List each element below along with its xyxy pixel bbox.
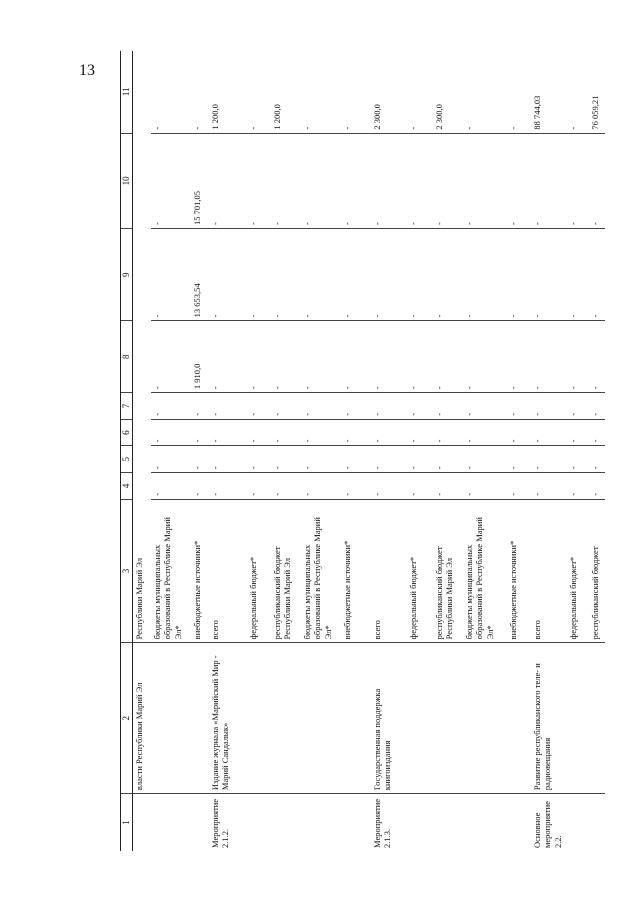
value-cell: - — [589, 133, 605, 228]
value-cell: - — [191, 51, 209, 133]
value-cell: 76 059,21 — [589, 51, 605, 133]
table-row — [209, 51, 247, 851]
value-cell: - — [301, 393, 341, 420]
value-cell: - — [151, 473, 191, 500]
event-cell: Мероприятие 2.1.3. — [371, 798, 392, 848]
source-cell: внебюджетные источники* — [191, 499, 209, 643]
value-cell: - — [271, 419, 301, 446]
value-cell: - — [301, 446, 341, 473]
col-header: 8 — [121, 321, 133, 393]
value-cell: - — [371, 321, 407, 393]
value-cell: - — [589, 473, 605, 500]
value-cell: - — [247, 133, 271, 228]
event-cell — [133, 794, 151, 851]
value-cell: - — [507, 51, 531, 133]
value-cell: - — [209, 446, 247, 473]
source-cell: всего — [371, 499, 407, 643]
table-row — [191, 51, 209, 851]
value-cell: - — [589, 419, 605, 446]
value-cell: - — [151, 133, 191, 228]
value-cell: - — [531, 393, 567, 420]
value-cell: - — [507, 473, 531, 500]
value-cell: - — [407, 473, 433, 500]
source-cell: республиканский бюджет Республики Марий Эл — [271, 499, 301, 643]
value-cell: - — [341, 133, 371, 228]
table-row — [151, 51, 191, 851]
value-cell: - — [507, 229, 531, 321]
value-cell: - — [463, 133, 507, 228]
value-cell: - — [247, 446, 271, 473]
name-cell — [589, 643, 605, 794]
table-row — [567, 51, 589, 851]
name-cell — [301, 643, 341, 794]
value-cell: - — [371, 393, 407, 420]
value-cell: - — [209, 473, 247, 500]
source-cell: внебюджетные источники* — [507, 499, 531, 643]
value-cell: - — [463, 51, 507, 133]
value-cell: - — [151, 446, 191, 473]
name-cell: Государственная поддержка книгоиздания — [371, 643, 407, 794]
source-cell: бюджеты муниципальных образований в Республике Марий Эл* — [151, 499, 191, 643]
value-cell: - — [271, 393, 301, 420]
table-row — [507, 51, 531, 851]
source-cell: федеральный бюджет* — [247, 499, 271, 643]
rotated-table-container — [120, 51, 600, 851]
value-cell: - — [371, 229, 407, 321]
value-cell: - — [247, 419, 271, 446]
table-row — [301, 51, 341, 851]
value-cell: - — [589, 229, 605, 321]
value-cell: - — [531, 473, 567, 500]
value-cell: 1 200,0 — [271, 51, 301, 133]
col-header: 2 — [121, 643, 133, 794]
value-cell: - — [151, 229, 191, 321]
value-cell: - — [301, 321, 341, 393]
value-cell: 2 300,0 — [433, 51, 463, 133]
value-cell: - — [209, 419, 247, 446]
value-cell: - — [433, 133, 463, 228]
value-cell — [133, 321, 151, 393]
value-cell: - — [247, 321, 271, 393]
value-cell: - — [531, 446, 567, 473]
value-cell: - — [151, 419, 191, 446]
table-row — [433, 51, 463, 851]
event-cell — [151, 794, 191, 851]
value-cell: - — [151, 321, 191, 393]
value-cell: - — [567, 51, 589, 133]
table-row — [247, 51, 271, 851]
value-cell — [133, 446, 151, 473]
value-cell: - — [301, 473, 341, 500]
value-cell: - — [507, 321, 531, 393]
col-header: 11 — [121, 51, 133, 133]
table-row — [133, 51, 151, 851]
name-cell — [191, 643, 209, 794]
value-cell: - — [589, 446, 605, 473]
value-cell: - — [301, 51, 341, 133]
value-cell: - — [341, 446, 371, 473]
value-cell: - — [191, 446, 209, 473]
event-cell — [567, 794, 589, 851]
value-cell: - — [371, 446, 407, 473]
event-cell — [433, 794, 463, 851]
value-cell: - — [589, 321, 605, 393]
name-cell: Издание журнала «Марийский Мир - Марий Сандалык» — [209, 643, 247, 794]
table-row — [589, 51, 605, 851]
event-cell — [247, 794, 271, 851]
value-cell: - — [191, 473, 209, 500]
value-cell: - — [567, 419, 589, 446]
budget-table — [120, 51, 605, 851]
value-cell: - — [341, 229, 371, 321]
value-cell: - — [209, 321, 247, 393]
col-header: 4 — [121, 473, 133, 500]
name-cell — [407, 643, 433, 794]
value-cell: - — [433, 473, 463, 500]
value-cell: - — [567, 321, 589, 393]
source-cell: внебюджетные источники* — [341, 499, 371, 643]
value-cell: - — [507, 393, 531, 420]
value-cell: - — [567, 229, 589, 321]
value-cell: - — [271, 133, 301, 228]
event-cell — [507, 794, 531, 851]
event-cell — [271, 794, 301, 851]
value-cell: - — [567, 393, 589, 420]
value-cell: - — [271, 321, 301, 393]
name-cell — [151, 643, 191, 794]
name-cell — [507, 643, 531, 794]
source-cell: Республики Марий Эл — [133, 499, 151, 643]
value-cell: - — [371, 419, 407, 446]
value-cell: - — [271, 446, 301, 473]
value-cell: - — [507, 419, 531, 446]
col-header: 6 — [121, 419, 133, 446]
event-cell — [301, 794, 341, 851]
value-cell: - — [209, 229, 247, 321]
value-cell: - — [247, 51, 271, 133]
name-cell: Развитие республиканского теле- и радиовещания — [531, 643, 567, 794]
col-header: 9 — [121, 229, 133, 321]
value-cell: - — [209, 393, 247, 420]
value-cell: - — [531, 133, 567, 228]
value-cell: - — [567, 133, 589, 228]
name-cell — [567, 643, 589, 794]
value-cell: - — [463, 419, 507, 446]
value-cell: 1 910,0 — [191, 321, 209, 393]
col-header: 1 — [121, 794, 133, 851]
value-cell: - — [531, 229, 567, 321]
value-cell: - — [271, 229, 301, 321]
value-cell: - — [433, 229, 463, 321]
event-cell — [407, 794, 433, 851]
col-header: 5 — [121, 446, 133, 473]
value-cell — [133, 51, 151, 133]
value-cell: - — [463, 229, 507, 321]
source-cell: всего — [209, 499, 247, 643]
value-cell — [133, 473, 151, 500]
source-cell: федеральный бюджет* — [407, 499, 433, 643]
table-row — [341, 51, 371, 851]
value-cell: - — [247, 393, 271, 420]
value-cell: - — [433, 446, 463, 473]
value-cell — [133, 229, 151, 321]
value-cell: - — [247, 473, 271, 500]
source-cell: бюджеты муниципальных образований в Республике Марий Эл* — [463, 499, 507, 643]
value-cell: - — [407, 321, 433, 393]
source-cell: республиканский бюджет — [589, 499, 605, 643]
value-cell: - — [407, 419, 433, 446]
value-cell: - — [433, 321, 463, 393]
value-cell: - — [589, 393, 605, 420]
value-cell: - — [567, 446, 589, 473]
value-cell: 13 653,54 — [191, 229, 209, 321]
source-cell: федеральный бюджет* — [567, 499, 589, 643]
value-cell — [133, 393, 151, 420]
value-cell: - — [301, 133, 341, 228]
value-cell: - — [301, 229, 341, 321]
value-cell: 15 701,05 — [191, 133, 209, 228]
col-header: 10 — [121, 133, 133, 228]
value-cell: - — [151, 51, 191, 133]
value-cell — [133, 419, 151, 446]
value-cell: - — [433, 419, 463, 446]
value-cell: - — [247, 229, 271, 321]
header-row — [121, 51, 133, 851]
name-cell: власти Республики Марий Эл — [133, 643, 151, 794]
value-cell: - — [531, 321, 567, 393]
table-row — [371, 51, 407, 851]
value-cell: - — [507, 133, 531, 228]
event-cell — [191, 794, 209, 851]
value-cell: - — [531, 419, 567, 446]
event-cell: Мероприятие 2.1.2. — [209, 798, 230, 848]
value-cell: - — [371, 133, 407, 228]
col-header: 7 — [121, 393, 133, 420]
value-cell: - — [301, 419, 341, 446]
name-cell — [341, 643, 371, 794]
value-cell: 88 744,03 — [531, 51, 567, 133]
value-cell: - — [271, 473, 301, 500]
value-cell: 2 300,0 — [371, 51, 407, 133]
value-cell: - — [507, 446, 531, 473]
value-cell: - — [567, 473, 589, 500]
name-cell — [247, 643, 271, 794]
table-row — [463, 51, 507, 851]
table-body — [133, 51, 605, 851]
value-cell — [133, 133, 151, 228]
value-cell: - — [191, 393, 209, 420]
value-cell: - — [341, 419, 371, 446]
value-cell: - — [463, 473, 507, 500]
value-cell: - — [341, 321, 371, 393]
event-cell — [341, 794, 371, 851]
event-cell — [463, 794, 507, 851]
value-cell: - — [209, 133, 247, 228]
value-cell: - — [407, 393, 433, 420]
source-cell: всего — [531, 499, 567, 643]
col-header: 3 — [121, 499, 133, 643]
value-cell: 1 200,0 — [209, 51, 247, 133]
table-row — [531, 51, 567, 851]
value-cell: - — [463, 446, 507, 473]
value-cell: - — [433, 393, 463, 420]
value-cell: - — [463, 393, 507, 420]
name-cell — [433, 643, 463, 794]
table-row — [407, 51, 433, 851]
value-cell: - — [407, 51, 433, 133]
value-cell: - — [191, 419, 209, 446]
value-cell: - — [407, 446, 433, 473]
value-cell: - — [407, 133, 433, 228]
value-cell: - — [341, 51, 371, 133]
source-cell: республиканский бюджет Республики Марий Эл — [433, 499, 463, 643]
value-cell: - — [463, 321, 507, 393]
event-cell — [589, 794, 605, 851]
table-row — [271, 51, 301, 851]
value-cell: - — [341, 393, 371, 420]
name-cell — [271, 643, 301, 794]
name-cell — [463, 643, 507, 794]
value-cell: - — [371, 473, 407, 500]
value-cell: - — [151, 393, 191, 420]
source-cell: бюджеты муниципальных образований в Республике Марий Эл* — [301, 499, 341, 643]
value-cell: - — [341, 473, 371, 500]
page-number: 13 — [79, 62, 95, 79]
event-cell: Основное мероприятие 2.2. — [531, 801, 563, 848]
value-cell: - — [407, 229, 433, 321]
